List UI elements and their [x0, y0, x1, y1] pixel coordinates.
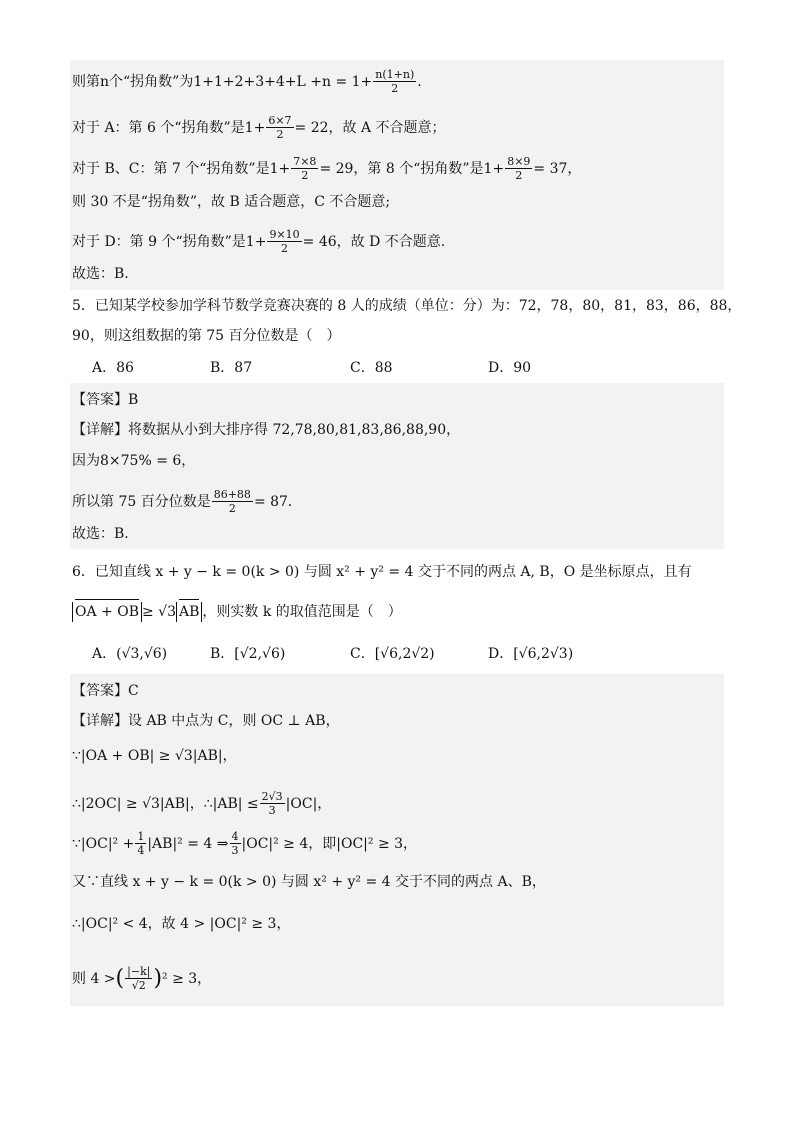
text-line: 所以第 75 百分位数是 $\frac{86+88}{2}$ = 87．	[72, 488, 302, 515]
text: = 22，故 A 不合题意；	[294, 119, 446, 136]
text: 对于 D：第 9 个“拐角数”是1+	[72, 233, 267, 250]
fraction: $\frac{86+88}{2}$	[213, 488, 251, 515]
answer-label: 【答案】C	[72, 683, 139, 699]
question-6-line-2: OA + OB ≥ √3 AB ，则实数 k 的取值范围是（ ）	[72, 602, 402, 622]
text-line: 【详解】设 AB 中点为 C，则 OC ⊥ AB，	[72, 713, 340, 729]
fraction: $\frac{8\times 9}{2}$	[507, 155, 531, 182]
text-line	[72, 192, 390, 212]
text: .	[417, 73, 422, 90]
option-c: C．88	[350, 360, 393, 376]
text-line: ∵|OC|² + $\frac{1}{4}$ |AB|² = 4 ⇒ $\frac{4}{3}$ |OC|² ≥ 4，即|OC|² ≥ 3，	[72, 830, 418, 857]
text: 对于 B、C：第 7 个“拐角数”是1+	[72, 160, 291, 177]
fraction: $\frac{1}{4}$	[137, 830, 145, 857]
fraction: $\frac{n(1+n)}{2}$	[375, 68, 415, 95]
text: 5．已知某学校参加学科节数学竞赛决赛的 8 人的成绩（单位：分）为：72，78，80，81，83，86，88，	[72, 298, 742, 314]
text: 故选：B.	[72, 266, 129, 282]
text-line: 故选：B．	[72, 526, 139, 542]
text-line: 则 4 > ( $\frac{|-k|}{√2}$ ) ² ≥ 3，	[72, 965, 212, 992]
text: 90，则这组数据的第 75 百分位数是（ ）	[72, 328, 341, 344]
vector-ab-abs: AB	[176, 602, 202, 622]
question-6-line-1: 6．已知直线 x + y − k = 0(k > 0) 与圆 x² + y² = 4 交于不同的两点 A, B，O 是坐标原点，且有	[72, 564, 692, 580]
question-5-line-2	[72, 326, 341, 346]
text: 则 30 不是“拐角数”，故 B 适合题意，C 不合题意;	[72, 194, 391, 210]
fraction: $\frac{6\times 7}{2}$	[268, 114, 292, 141]
text-line: 又∵直线 x + y − k = 0(k > 0) 与圆 x² + y² = 4 交于不同的两点 A、B，	[72, 874, 546, 890]
text-line: ∴|OC|² < 4，故 4 > |OC|² ≥ 3，	[72, 916, 291, 932]
fraction: $\frac{4}{3}$	[231, 830, 239, 857]
option-a: A．(√3,√6)	[92, 646, 168, 662]
text-line	[72, 228, 445, 255]
text-line	[72, 68, 422, 95]
option-c: C．[√6,2√2)	[350, 646, 435, 662]
right-paren: )	[153, 965, 163, 991]
vector-sum-abs: OA + OB	[72, 602, 142, 622]
left-paren: (	[115, 965, 125, 991]
answer-label: 【答案】B	[72, 392, 139, 408]
text: 对于 A：第 6 个“拐角数”是1+	[72, 119, 266, 136]
fraction: $\frac{9\times 10}{2}$	[269, 228, 300, 255]
text: 则第n个“拐角数”为1+1+2+3+4+L +n = 1+	[72, 73, 373, 90]
text-line: ∴|2OC| ≥ √3|AB|，∴|AB| ≤ $\frac{2√3}{3}$ |OC|，	[72, 790, 332, 817]
text-line	[72, 264, 129, 284]
option-b: B．87	[210, 360, 253, 376]
text: = 29，第 8 个“拐角数”是1+	[319, 160, 505, 177]
fraction: $\frac{|-k|}{√2}$	[127, 965, 151, 992]
text-line	[72, 114, 446, 141]
text-line: 因为8×75% = 6，	[72, 453, 196, 469]
text: = 37，	[533, 160, 582, 177]
option-d: D．90	[488, 360, 532, 376]
fraction: $\frac{7\times 8}{2}$	[293, 155, 317, 182]
option-d: D．[√6,2√3)	[488, 646, 574, 662]
text-line	[72, 155, 581, 182]
option-b: B．[√2,√6)	[210, 646, 286, 662]
text-line: ∵|OA + OB| ≥ √3|AB|，	[72, 748, 237, 764]
text-line: 【详解】将数据从小到大排序得 72,78,80,81,83,86,88,90，	[72, 422, 461, 438]
fraction: $\frac{2√3}{3}$	[261, 790, 283, 817]
option-a: A．86	[92, 360, 134, 376]
text: = 46，故 D 不合题意.	[302, 233, 446, 250]
question-5-line-1	[72, 296, 741, 316]
